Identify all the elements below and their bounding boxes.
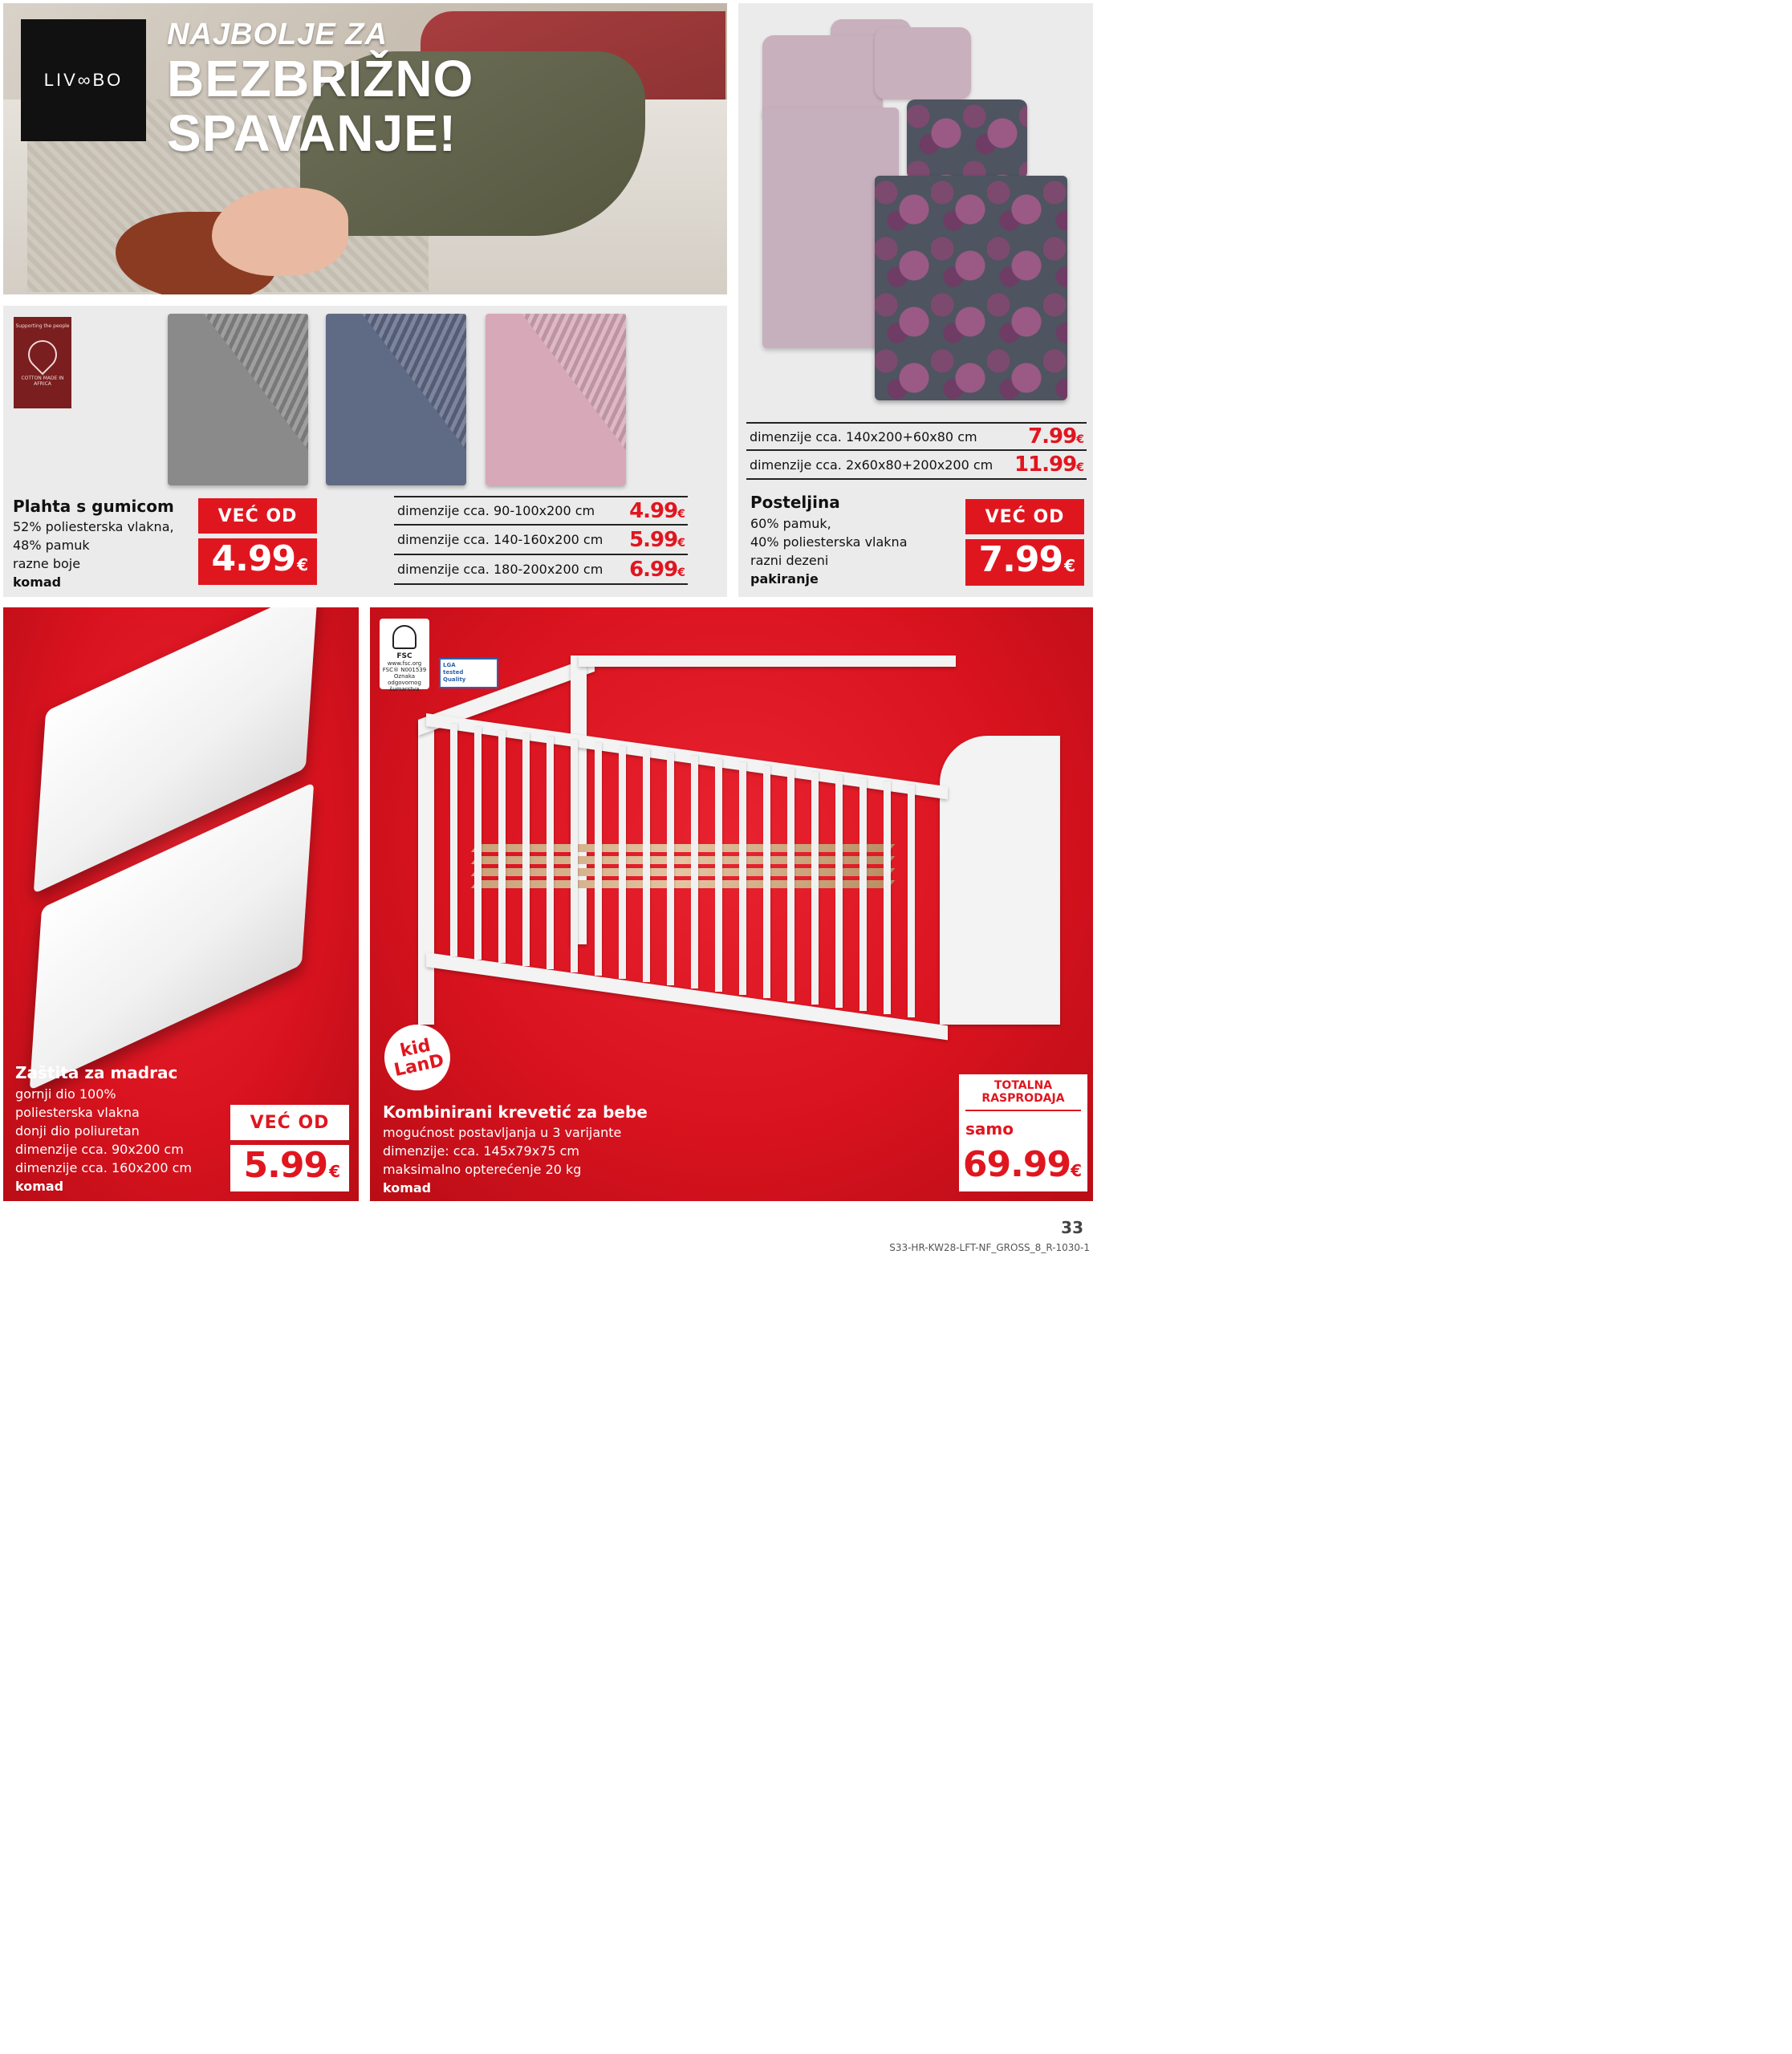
sheet-desc: 52% poliesterska vlakna, 48% pamuk razne boje komad [13,519,174,590]
base-slat [471,880,895,888]
pillow-right [875,27,971,99]
crib-bar [884,781,891,1014]
hero-banner [3,3,727,294]
dim-price: 11.99€ [1014,453,1083,477]
sheet-blue [326,314,466,485]
crib-bar [450,724,457,956]
headline-line-2: BEZBRIŽNO [167,50,474,108]
livarno-logo [21,19,146,141]
cotton-made-in-africa-badge: Supporting the people COTTON MADE IN AFRICA [14,317,71,408]
fsc-tree-icon [392,625,417,649]
crib-back-rail [579,656,956,667]
crib-right-end [940,736,1060,1025]
catalog-page [0,0,1096,1257]
dim-price: 4.99€ [629,498,685,523]
crib-bar [595,743,602,976]
page-number: 33 [1061,1218,1083,1237]
crib-bar [571,740,578,972]
crib-left-post [418,720,434,1025]
crib-bar [859,778,867,1011]
crib-front-bottom-rail [426,952,948,1040]
bedding-dim-row [746,422,1087,451]
crib-bar [498,730,506,963]
mattress-price: 5.99 € [230,1145,349,1191]
crib-bar [908,785,915,1017]
clearance-label: TOTALNA RASPRODAJA [965,1079,1081,1111]
mattress-title: Zaštita za madrac [15,1063,178,1082]
clearance-price-box [959,1074,1087,1191]
dim-price: 5.99€ [629,527,685,552]
sheet-pink [486,314,626,485]
catalog-code: S33-HR-KW28-LFT-NF_GROSS_8_R-1030-1 [889,1242,1090,1253]
crib-bar [787,769,794,1001]
crib-bar [667,753,674,985]
bedding-title: Posteljina [750,493,840,512]
sheet-title: Plahta s gumicom [13,497,174,516]
brand-name: LIV∞BO [43,70,124,90]
dim-label: dimenzije cca. 2x60x80+200x200 cm [750,457,994,473]
crib-desc: mogućnost postavljanja u 3 varijante dimenzije: cca. 145x79x75 cm maksimalno opterećenje 20 kg komad [383,1125,622,1195]
kidland-logo: kid LanD [378,1018,456,1096]
crib-price: 69.99€ [962,1144,1081,1185]
dim-price: 6.99€ [629,557,685,582]
bedding-dim-row [746,451,1087,480]
mattress-protector-panel [3,607,359,1201]
crib-title: Kombinirani krevetić za bebe [383,1102,648,1122]
sheet-dim-table [394,496,688,585]
mattress-from-label: VEĆ OD [230,1105,349,1140]
crib-bar [691,756,698,988]
sheet-dim-row [394,555,688,585]
bedding-desc: 60% pamuk, 40% poliesterska vlakna razni dezeni pakiranje [750,516,908,587]
hero-headline [167,18,474,162]
headline-line-1: NAJBOLJE ZA [167,18,388,51]
lga-tested-badge: LGA tested Quality [439,658,498,688]
sheet-gray [168,314,308,485]
bedding-from-label: VEĆ OD [965,499,1084,534]
crib-bar [643,749,650,982]
bedding-dim-table [746,422,1087,480]
base-slat [471,868,895,876]
crib-bar [547,737,554,969]
crib-bar [474,727,482,960]
pillow-floral [907,99,1027,180]
dim-label: dimenzije cca. 140x200+60x80 cm [750,428,977,444]
bedding-panel [738,3,1093,597]
crib-image [418,688,1060,1025]
africa-heart-icon [22,335,63,375]
dim-price: 7.99€ [1028,424,1083,449]
base-slat [471,844,895,852]
crib-bar [835,775,843,1008]
mattress-desc: gornji dio 100% poliesterska vlakna donji dio poliuretan dimenzije cca. 90x200 cm dimenzije cca. 160x200 cm komad [15,1086,192,1194]
only-label: samo [965,1119,1014,1139]
duvet-floral [875,176,1067,400]
sheet-dim-row [394,496,688,526]
crib-bar [522,733,530,966]
sheet-dim-row [394,526,688,555]
headline-line-3: SPAVANJE! [167,104,457,162]
fsc-badge: FSC www.fsc.org FSC® N001539 Oznaka odgovornog šumarstva [380,619,429,689]
dim-label: dimenzije cca. 180-200x200 cm [397,562,603,577]
crib-bar [763,765,770,998]
crib-bar [811,772,819,1005]
dim-label: dimenzije cca. 90-100x200 cm [397,503,595,518]
bedding-price: 7.99 € [965,539,1084,586]
sheet-from-label: VEĆ OD [198,498,317,534]
crib-bar [715,759,722,992]
fitted-sheet-panel [3,306,727,597]
base-slat [471,856,895,864]
dim-label: dimenzije cca. 140-160x200 cm [397,532,603,547]
sheet-price: 4.99 € [198,538,317,585]
crib-bar [619,746,626,979]
crib-bar [739,762,746,995]
